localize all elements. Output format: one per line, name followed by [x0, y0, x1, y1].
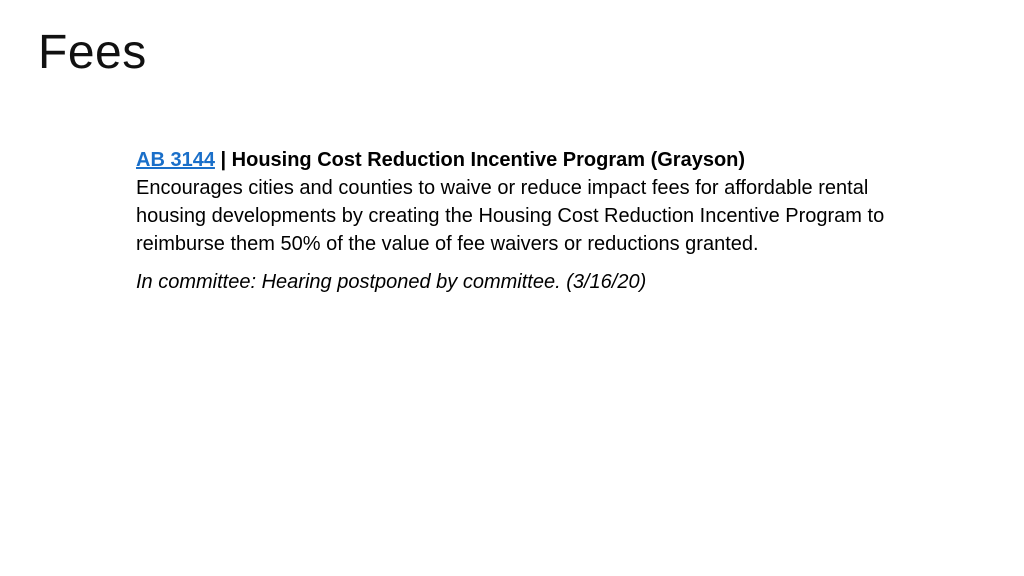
bill-status: In committee: Hearing postponed by committee. (3/16/20): [136, 271, 647, 293]
slide-title: Fees: [38, 26, 147, 79]
bill-summary: [136, 146, 896, 296]
heading-separator: |: [214, 149, 232, 171]
bill-title: Housing Cost Reduction Incentive Program (Grayson): [231, 149, 746, 171]
bill-link[interactable]: AB 3144: [136, 149, 215, 171]
bill-heading-line: [136, 146, 896, 174]
bill-description: Encourages cities and counties to waive or reduce impact fees for affordable rental housing developments by creating the Housing Cost Reduction Incentive Program to reimburse them 50% of the value of fee waivers or reductions granted.: [136, 177, 885, 255]
